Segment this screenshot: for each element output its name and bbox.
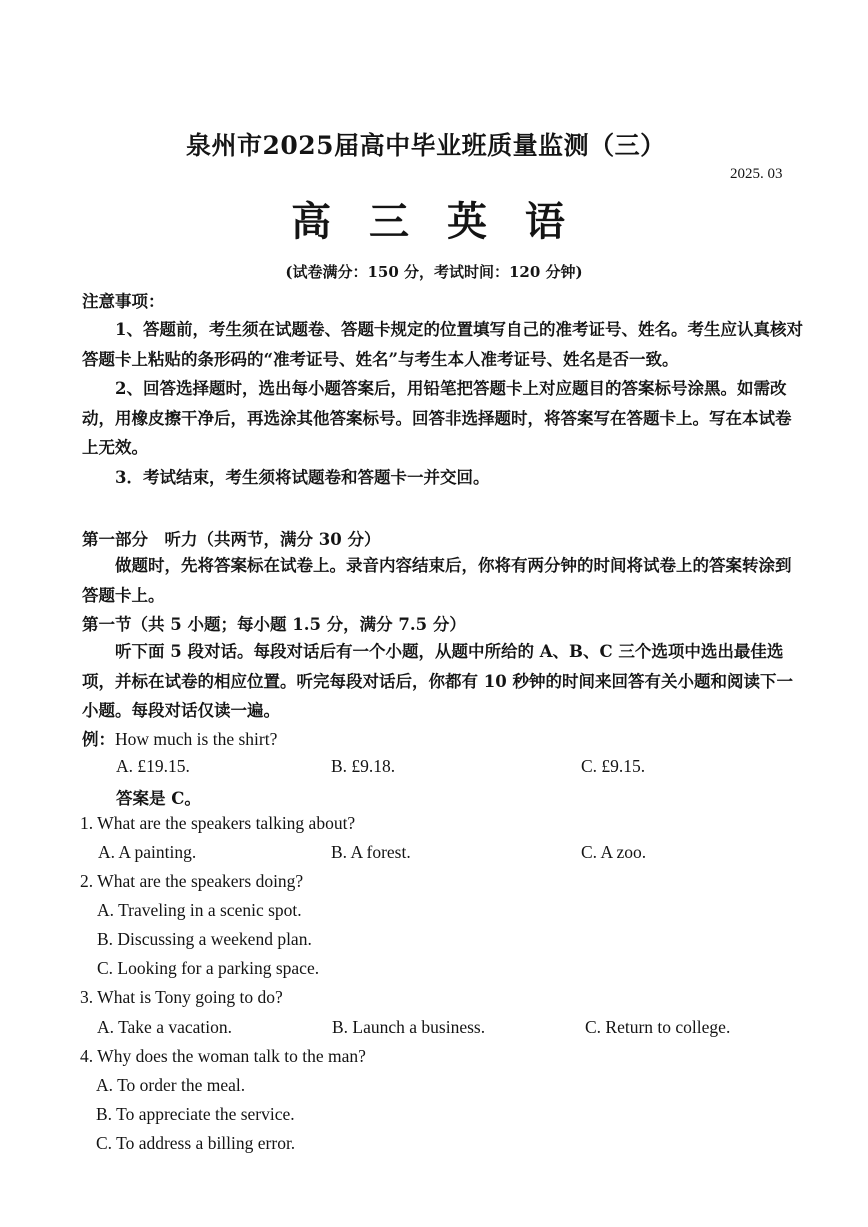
notice-item-1: 1、答题前，考生须在试题卷、答题卡规定的位置填写自己的准考证号、姓名。考生应认真核对答题卡上粘贴的条形码的“准考证号、姓名”与考生本人准考证号、姓名是否一致。 bbox=[82, 320, 803, 369]
example-option-b: B. £9.18. bbox=[331, 756, 396, 776]
section1-heading: 第一节（共 5 小题；每小题 1.5 分，满分 7.5 分） bbox=[82, 615, 466, 634]
question-1-option-a: A. A painting. bbox=[98, 842, 197, 862]
question-3-stem: 3. What is Tony going to do? bbox=[80, 987, 283, 1007]
question-2-option-c: C. Looking for a parking space. bbox=[97, 958, 320, 978]
question-2-option-a: A. Traveling in a scenic spot. bbox=[97, 900, 302, 920]
question-1-stem: 1. What are the speakers talking about? bbox=[80, 813, 356, 833]
part1-instruction: 做题时，先将答案标在试卷上。录音内容结束后，你将有两分钟的时间将试卷上的答案转涂到答题卡上。 bbox=[82, 556, 792, 605]
example-question: How much is the shirt? bbox=[115, 729, 278, 749]
question-3-option-b: B. Launch a business. bbox=[332, 1017, 486, 1037]
exam-meta: (试卷满分：150 分，考试时间：120 分钟) bbox=[285, 263, 583, 281]
question-3-option-a: A. Take a vacation. bbox=[97, 1017, 232, 1037]
question-3-option-c: C. Return to college. bbox=[585, 1017, 731, 1037]
question-4-option-b: B. To appreciate the service. bbox=[96, 1104, 295, 1124]
section1-instruction: 听下面 5 段对话。每段对话后有一个小题，从题中所给的 A、B、C 三个选项中选出最佳选项，并标在试卷的相应位置。听完每段对话后，你都有 10 秒钟的时间来回答有关小题和阅读下一小题。每段对话仅读一遍。 bbox=[82, 642, 793, 720]
exam-date: 2025. 03 bbox=[730, 166, 783, 182]
faint-watermark bbox=[692, 1150, 832, 1170]
notice-item-3: 3．考试结束，考生须将试题卷和答题卡一并交回。 bbox=[115, 468, 490, 487]
notice-item-2: 2、回答选择题时，选出每小题答案后，用铅笔把答题卡上对应题目的答案标号涂黑。如需改动，用橡皮擦干净后，再选涂其他答案标号。回答非选择题时，将答案写在答题卡上。写在本试卷上无效。 bbox=[82, 379, 792, 457]
part1-heading: 第一部分 听力（共两节，满分 30 分） bbox=[82, 530, 381, 549]
notice-heading: 注意事项： bbox=[82, 292, 165, 311]
example-option-a: A. £19.15. bbox=[116, 756, 190, 776]
question-1-option-b: B. A forest. bbox=[331, 842, 411, 862]
subject-title: 高 三 英 语 bbox=[291, 198, 577, 245]
example-option-c: C. £9.15. bbox=[581, 756, 646, 776]
question-2-stem: 2. What are the speakers doing? bbox=[80, 871, 304, 891]
example-answer: 答案是 C。 bbox=[116, 789, 201, 808]
exam-title: 泉州市2025届高中毕业班质量监测（三） bbox=[186, 131, 666, 160]
example-prefix: 例： bbox=[82, 730, 115, 749]
question-1-option-c: C. A zoo. bbox=[581, 842, 647, 862]
example-line bbox=[82, 726, 277, 750]
question-4-option-a: A. To order the meal. bbox=[96, 1075, 246, 1095]
question-2-option-b: B. Discussing a weekend plan. bbox=[97, 929, 312, 949]
question-4-option-c: C. To address a billing error. bbox=[96, 1133, 296, 1153]
question-4-stem: 4. Why does the woman talk to the man? bbox=[80, 1046, 366, 1066]
